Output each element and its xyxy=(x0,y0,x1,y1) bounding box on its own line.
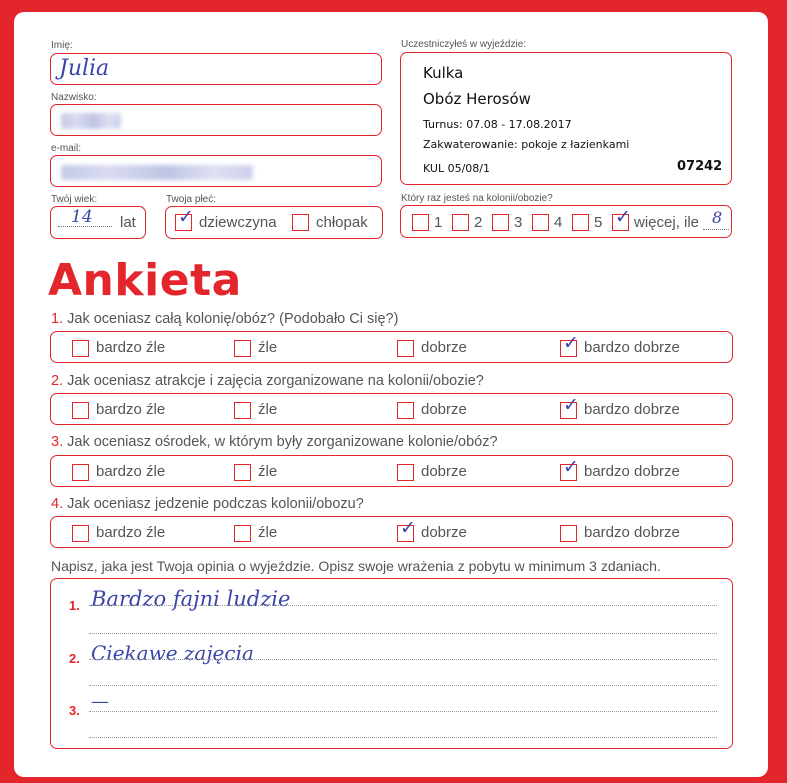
q1-option-1-label: bardzo źle xyxy=(96,339,166,356)
check-mark-icon: ✓ xyxy=(615,206,631,228)
writing-line xyxy=(89,659,717,660)
q4-option-2-label: źle xyxy=(258,524,278,541)
question-text: Jak oceniasz całą kolonię/obóz? (Podobało Ci się?) xyxy=(67,311,399,327)
writing-line xyxy=(89,633,717,634)
trip-line2: Obóz Herosów xyxy=(423,90,531,108)
gender-male-checkbox[interactable] xyxy=(292,214,309,231)
gender-female-label: dziewczyna xyxy=(199,214,277,231)
times-5-label: 5 xyxy=(594,214,603,231)
opinion-box[interactable] xyxy=(50,578,733,749)
question-1 xyxy=(51,311,398,327)
q3-option-1-label: bardzo źle xyxy=(96,463,166,480)
writing-line xyxy=(89,685,717,686)
q2-option-1-checkbox[interactable] xyxy=(72,402,89,419)
q4-option-1-checkbox[interactable] xyxy=(72,525,89,542)
email-label: e-mail: xyxy=(51,143,82,154)
gender-female-checkbox[interactable] xyxy=(175,206,194,231)
question-4 xyxy=(51,496,364,512)
q2-option-3-label: dobrze xyxy=(421,401,467,418)
times-3-checkbox[interactable] xyxy=(492,214,509,231)
age-field[interactable] xyxy=(50,206,146,239)
q3-option-2-checkbox[interactable] xyxy=(234,464,251,481)
q1-option-2-checkbox[interactable] xyxy=(234,340,251,357)
trip-label: Uczestniczyłeś w wyjeździe: xyxy=(401,39,527,50)
q4-option-3-checkbox[interactable] xyxy=(397,517,416,542)
gender-group xyxy=(165,206,383,239)
writing-line xyxy=(89,711,717,712)
surname-label: Nazwisko: xyxy=(51,92,97,103)
question-4-options xyxy=(50,516,733,548)
times-1-checkbox[interactable] xyxy=(412,214,429,231)
opinion-prompt: Napisz, jaka jest Twoja opinia o wyjeździe. Opisz swoje wrażenia z pobytu w minimum 3 zdaniach. xyxy=(51,558,661,574)
trip-turnus: Turnus: 07.08 - 17.08.2017 xyxy=(423,118,572,131)
opinion-line-3-number: 3. xyxy=(69,703,80,718)
survey-title: Ankieta xyxy=(48,255,242,306)
times-more-value: 8 xyxy=(712,208,723,227)
times-5-checkbox[interactable] xyxy=(572,214,589,231)
times-2-label: 2 xyxy=(474,214,483,231)
trip-accommodation: Zakwaterowanie: pokoje z łazienkami xyxy=(423,138,630,151)
times-3-label: 3 xyxy=(514,214,523,231)
q3-option-2-label: źle xyxy=(258,463,278,480)
name-field[interactable] xyxy=(50,53,382,85)
q3-option-4-checkbox[interactable] xyxy=(560,456,579,481)
trip-number: 07242 xyxy=(677,159,723,174)
question-number: 3. xyxy=(51,434,64,450)
q3-option-4-label: bardzo dobrze xyxy=(584,463,680,480)
question-1-options xyxy=(50,331,733,363)
gender-label: Twoja płeć: xyxy=(166,194,217,205)
opinion-line-2-text: Ciekawe zajęcia xyxy=(91,641,254,665)
q3-option-1-checkbox[interactable] xyxy=(72,464,89,481)
opinion-line-1-number: 1. xyxy=(69,598,80,613)
q3-option-3-label: dobrze xyxy=(421,463,467,480)
times-1-label: 1 xyxy=(434,214,443,231)
q1-option-2-label: źle xyxy=(258,339,278,356)
age-value: 14 xyxy=(71,207,93,227)
q2-option-4-label: bardzo dobrze xyxy=(584,401,680,418)
times-2-checkbox[interactable] xyxy=(452,214,469,231)
redacted-email xyxy=(61,165,253,180)
q2-option-1-label: bardzo źle xyxy=(96,401,166,418)
opinion-line-1-text: Bardzo fajni ludzie xyxy=(91,587,291,611)
trip-card xyxy=(400,52,732,185)
opinion-line-2-number: 2. xyxy=(69,651,80,666)
trip-line1: Kulka xyxy=(423,64,464,82)
question-3 xyxy=(51,434,498,450)
writing-line xyxy=(89,737,717,738)
question-number: 1. xyxy=(51,311,64,327)
age-unit: lat xyxy=(120,214,136,231)
q1-option-4-checkbox[interactable] xyxy=(560,332,579,357)
times-group xyxy=(400,205,732,238)
redacted-surname xyxy=(61,113,121,129)
q4-option-3-label: dobrze xyxy=(421,524,467,541)
email-field[interactable] xyxy=(50,155,382,187)
q4-option-1-label: bardzo źle xyxy=(96,524,166,541)
question-text: Jak oceniasz ośrodek, w którym były zorganizowane kolonie/obóz? xyxy=(67,434,498,450)
q2-option-2-checkbox[interactable] xyxy=(234,402,251,419)
check-mark-icon: ✓ xyxy=(400,517,416,539)
check-mark-icon: ✓ xyxy=(178,206,194,228)
name-value: Julia xyxy=(59,56,110,81)
opinion-line-3-text: — xyxy=(91,691,109,712)
question-2-options xyxy=(50,393,733,425)
check-mark-icon: ✓ xyxy=(563,394,579,416)
question-3-options xyxy=(50,455,733,487)
q4-option-4-checkbox[interactable] xyxy=(560,525,577,542)
times-dotline xyxy=(703,229,729,230)
q2-option-3-checkbox[interactable] xyxy=(397,402,414,419)
gender-male-label: chłopak xyxy=(316,214,368,231)
q4-option-2-checkbox[interactable] xyxy=(234,525,251,542)
q1-option-3-label: dobrze xyxy=(421,339,467,356)
q3-option-3-checkbox[interactable] xyxy=(397,464,414,481)
times-label: Który raz jesteś na kolonii/obozie? xyxy=(401,193,553,204)
check-mark-icon: ✓ xyxy=(563,332,579,354)
times-4-label: 4 xyxy=(554,214,563,231)
question-2 xyxy=(51,373,484,389)
writing-line xyxy=(89,605,717,606)
q2-option-2-label: źle xyxy=(258,401,278,418)
check-mark-icon: ✓ xyxy=(563,456,579,478)
q4-option-4-label: bardzo dobrze xyxy=(584,524,680,541)
q1-option-4-label: bardzo dobrze xyxy=(584,339,680,356)
name-label: Imię: xyxy=(51,40,73,51)
times-more-label: więcej, ile xyxy=(634,214,700,231)
q1-option-1-checkbox[interactable] xyxy=(72,340,89,357)
surname-field[interactable] xyxy=(50,104,382,136)
q1-option-3-checkbox[interactable] xyxy=(397,340,414,357)
question-number: 2. xyxy=(51,373,64,389)
times-4-checkbox[interactable] xyxy=(532,214,549,231)
question-text: Jak oceniasz atrakcje i zajęcia zorganizowane na kolonii/obozie? xyxy=(67,373,484,389)
q2-option-4-checkbox[interactable] xyxy=(560,394,579,419)
times-more-checkbox[interactable] xyxy=(612,206,631,231)
question-text: Jak oceniasz jedzenie podczas kolonii/obozu? xyxy=(67,496,364,512)
trip-code: KUL 05/08/1 xyxy=(423,162,490,175)
age-label: Twój wiek: xyxy=(51,194,98,205)
question-number: 4. xyxy=(51,496,64,512)
